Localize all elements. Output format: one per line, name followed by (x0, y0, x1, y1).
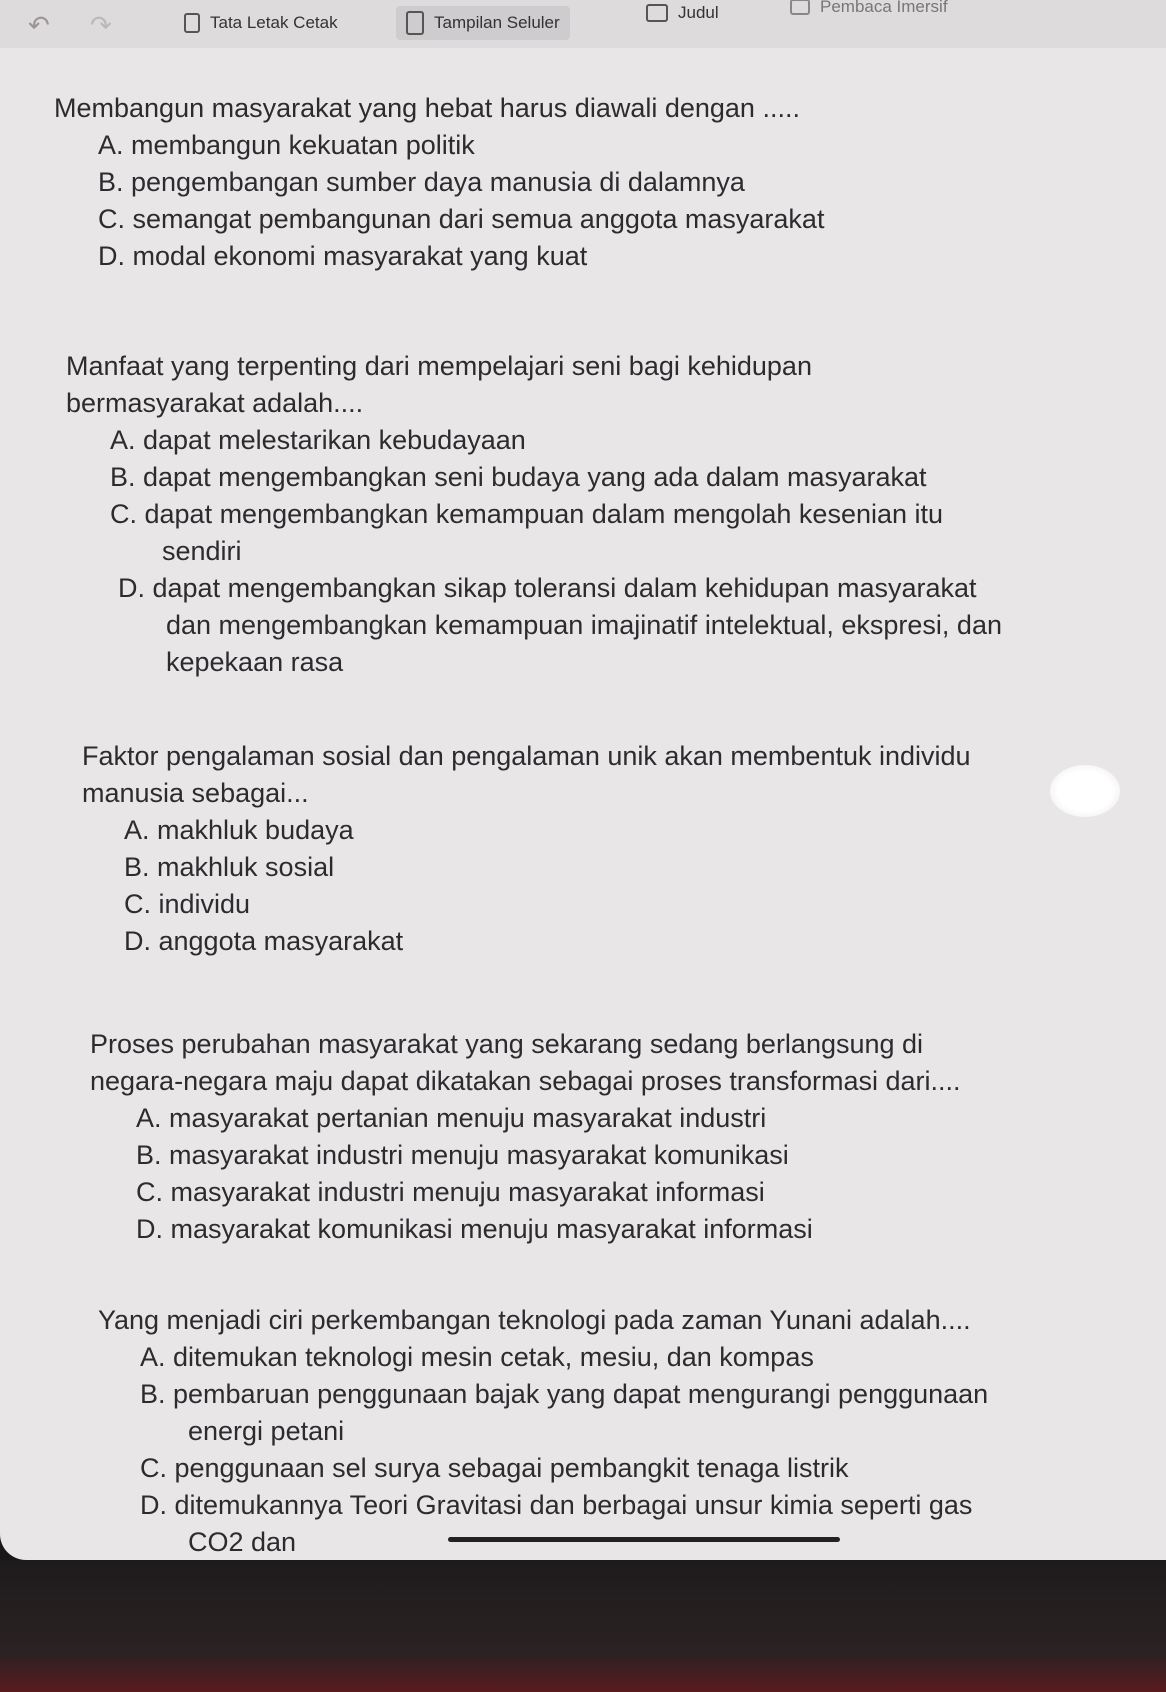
question-5-stem: Yang menjadi ciri perkembangan teknologi pada zaman Yunani adalah.... (98, 1305, 971, 1335)
immersive-reader-icon (790, 0, 810, 15)
question-2-stem: Manfaat yang terpenting dari mempelajari seni bagi kehidupan (66, 351, 812, 381)
question-3-stem-cont: manusia sebagai... (82, 778, 309, 808)
question-5-option-d-cont: CO2 dan (188, 1527, 297, 1557)
question-3-option-b: B. makhluk sosial (124, 852, 335, 882)
screen-glare (1050, 765, 1120, 817)
question-5-option-c: C. penggunaan sel surya sebagai pembangkit tenaga listrik (140, 1453, 849, 1483)
redo-icon[interactable]: ↷ (90, 10, 112, 40)
question-2-option-c-cont: sendiri (162, 536, 242, 566)
question-1-option-b: B. pengembangan sumber daya manusia di dalamnya (98, 167, 745, 197)
question-2-option-d-cont1: dan mengembangkan kemampuan imajinatif intelektual, ekspresi, dan (166, 610, 1002, 640)
immersive-reader-label: Pembaca Imersif (820, 0, 948, 16)
undo-icon[interactable]: ↶ (28, 10, 50, 40)
question-4 (90, 1026, 961, 1248)
question-5-option-b-cont: energi petani (188, 1416, 345, 1446)
home-indicator[interactable] (448, 1537, 840, 1542)
question-4-option-a: A. masyarakat pertanian menuju masyarakat industri (136, 1103, 767, 1133)
immersive-reader-button[interactable] (790, 0, 948, 24)
question-4-stem: Proses perubahan masyarakat yang sekarang sedang berlangsung di (90, 1029, 924, 1059)
question-5 (98, 1302, 988, 1560)
question-3 (82, 738, 971, 960)
question-3-option-a: A. makhluk budaya (124, 815, 354, 845)
question-4-option-d: D. masyarakat komunikasi menuju masyarakat informasi (136, 1214, 813, 1244)
headings-icon (646, 4, 668, 22)
question-1-option-d: D. modal ekonomi masyarakat yang kuat (98, 241, 588, 271)
question-2-option-b: B. dapat mengembangkan seni budaya yang ada dalam masyarakat (110, 462, 927, 492)
question-3-option-d: D. anggota masyarakat (124, 926, 404, 956)
mobile-view-label: Tampilan Seluler (434, 13, 560, 32)
question-1-option-c: C. semangat pembangunan dari semua anggota masyarakat (98, 204, 825, 234)
question-5-option-a: A. ditemukan teknologi mesin cetak, mesiu, dan kompas (140, 1342, 814, 1372)
question-3-option-c: C. individu (124, 889, 251, 919)
print-layout-label: Tata Letak Cetak (210, 13, 338, 32)
question-5-option-d: D. ditemukannya Teori Gravitasi dan berbagai unsur kimia seperti gas (140, 1490, 973, 1520)
headings-button[interactable] (646, 0, 719, 30)
mobile-view-button[interactable] (396, 6, 570, 40)
question-1-option-a: A. membangun kekuatan politik (98, 130, 475, 160)
question-2-option-c: C. dapat mengembangkan kemampuan dalam mengolah kesenian itu (110, 499, 944, 529)
print-layout-button[interactable] (184, 6, 338, 40)
device-bezel (0, 1560, 1166, 1692)
question-2-option-a: A. dapat melestarikan kebudayaan (110, 425, 526, 455)
question-4-stem-cont: negara-negara maju dapat dikatakan sebagai proses transformasi dari.... (90, 1066, 961, 1096)
question-2 (66, 348, 1002, 681)
question-3-stem: Faktor pengalaman sosial dan pengalaman unik akan membentuk individu (82, 741, 971, 771)
question-1 (54, 90, 824, 275)
question-2-option-d: D. dapat mengembangkan sikap toleransi dalam kehidupan masyarakat (118, 573, 977, 603)
question-2-option-d-cont2: kepekaan rasa (166, 647, 344, 677)
mobile-view-icon (406, 11, 424, 35)
view-toolbar (0, 0, 1166, 48)
question-5-option-b: B. pembaruan penggunaan bajak yang dapat mengurangi penggunaan (140, 1379, 989, 1409)
question-2-stem-cont: bermasyarakat adalah.... (66, 388, 364, 418)
question-4-option-b: B. masyarakat industri menuju masyarakat komunikasi (136, 1140, 789, 1170)
question-4-option-c: C. masyarakat industri menuju masyarakat informasi (136, 1177, 765, 1207)
print-layout-icon (184, 13, 200, 33)
headings-label: Judul (678, 3, 719, 22)
question-1-stem: Membangun masyarakat yang hebat harus diawali dengan ..... (54, 93, 800, 123)
